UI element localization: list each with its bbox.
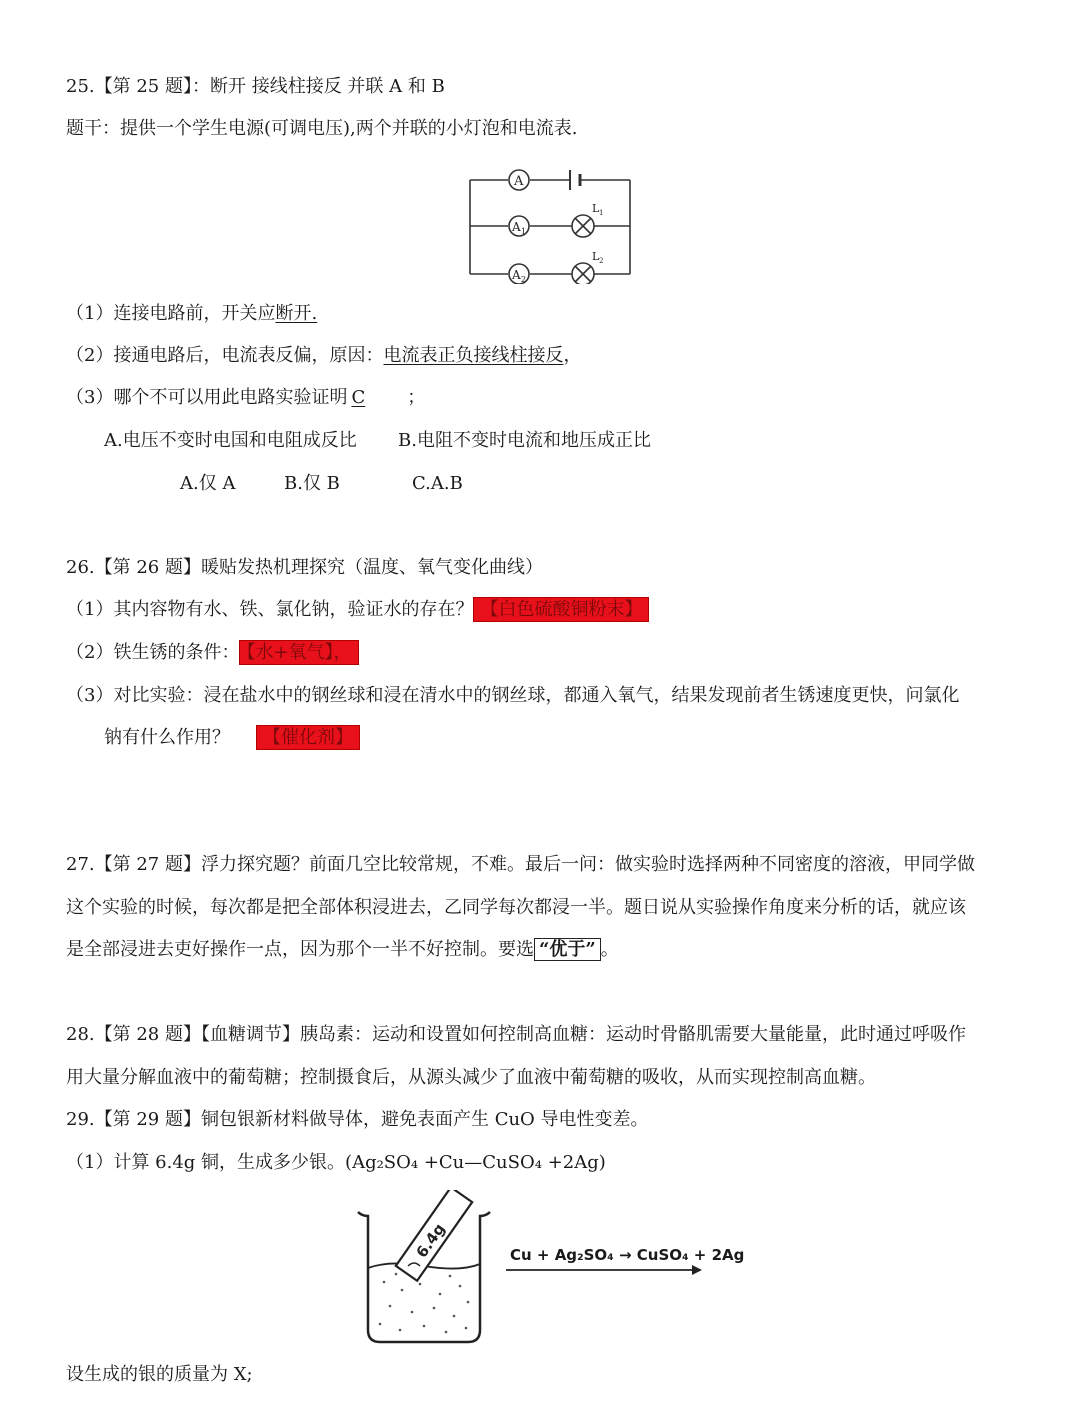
ammeter2-label: A	[512, 268, 521, 282]
q26-part2	[66, 640, 359, 666]
q25-part1	[66, 301, 317, 327]
q25-stem: 题干：提供一个学生电源(可调电压),两个并联的小灯泡和电流表.	[66, 118, 578, 139]
q25-option-a: A.电压不变时电国和电阻成反比	[104, 430, 357, 451]
q25-choice-2: B.仅 B	[284, 473, 340, 494]
reaction-equation: Cu + Ag₂SO₄ → CuSO₄ + 2Ag	[510, 1246, 745, 1264]
q25-part2	[66, 343, 581, 369]
q28-line2: 用大量分解血液中的葡萄糖；控制摄食后，从源头减少了血液中葡萄糖的吸收，从而实现控制高血糖。	[66, 1067, 876, 1088]
q26-part2-answer-highlight: 【水+氧气】，	[239, 640, 358, 665]
q25-choice-1: A.仅 A	[180, 473, 236, 494]
q26-part2-prefix: （2）铁生锈的条件：	[66, 642, 240, 663]
q26-part1-prefix: （1）其内容物有水、铁、氯化钠，验证水的存在？	[66, 599, 474, 620]
q25-part3-suffix: ；	[407, 387, 426, 408]
ammeter1-label: A	[512, 220, 521, 234]
q25-header: 25.【第 25 题】：断开 接线柱接反 并联 A 和 B	[66, 76, 445, 97]
q27-line3-suffix: 。	[600, 939, 619, 960]
lamp2-sub: 2	[599, 257, 604, 265]
q25-part1-prefix: （1）连接电路前，开关应	[66, 303, 276, 324]
q29-final-line: 设生成的银的质量为 X;	[66, 1364, 253, 1385]
lamp1-sub: 1	[599, 209, 604, 217]
q25-part3-answer-text: C	[351, 387, 366, 408]
q26-part3-answer-highlight: 【催化剂】	[256, 725, 360, 750]
q27-answer-box: “优于”	[534, 938, 601, 961]
q25-part3	[66, 385, 425, 411]
q26-part3-line1: （3）对比实验：浸在盐水中的钢丝球和浸在清水中的钢丝球，都通入氧气，结果发现前者生锈速度更快，问氯化	[66, 685, 960, 706]
q28-line1: 28.【第 28 题】【血糖调节】胰岛素：运动和设置如何控制高血糖：运动时骨骼肌需要大量能量，此时通过呼吸作	[66, 1024, 966, 1045]
beaker-diagram	[350, 1190, 510, 1350]
q25-part2-prefix: （2）接通电路后，电流表反偏，原因：	[66, 345, 384, 366]
ammeter2-sub: 2	[521, 275, 527, 284]
q26-part1	[66, 597, 649, 623]
q25-part2-suffix: ，	[563, 345, 582, 366]
circuit-diagram	[462, 164, 642, 284]
lamp1-label: L	[592, 202, 600, 215]
q26-header: 26.【第 26 题】暖贴发热机理探究（温度、氧气变化曲线）	[66, 557, 543, 578]
q26-part1-answer-highlight: 【白色硫酸铜粉末】	[473, 597, 649, 622]
ammeter-label: A	[514, 174, 524, 189]
q26-part3-question: 钠有什么作用？	[104, 727, 230, 748]
q27-line3-prefix: 是全部浸进去吏好操作一点，因为那个一半不好控制。要选	[66, 939, 534, 960]
q25-option-b: B.电阻不变时电流和地压成正比	[398, 430, 651, 451]
lamp2-label: L	[592, 250, 600, 263]
q25-choice-3: C.A.B	[412, 473, 463, 494]
q27-line1: 27.【第 27 题】浮力探究题？前面几空比较常规，不难。最后一问：做实验时选择两种不同密度的溶液，甲同学做	[66, 854, 975, 875]
q25-part3-prefix: （3）哪个不可以用此电路实验证明	[66, 387, 348, 408]
q29-header: 29.【第 29 题】铜包银新材料做导体，避免表面产生 CuO 导电性变差。	[66, 1109, 649, 1130]
copper-strip-label: 6.4g	[412, 1220, 449, 1262]
q27-line3	[66, 937, 619, 963]
q25-part1-answer: 断开.	[275, 303, 318, 324]
q25-part2-answer: 电流表正负接线柱接反	[383, 345, 564, 366]
q29-part1: （1）计算 6.4g 铜，生成多少银。(Ag₂SO₄ +Cu—CuSO₄ +2Ag)	[66, 1152, 606, 1173]
q25-part3-answer	[347, 387, 407, 408]
ammeter1-sub: 1	[521, 227, 527, 236]
q27-line2: 这个实验的时候，每次都是把全部体积浸进去，乙同学每次都浸一半。题日说从实验操作角度来分析的话，就应该	[66, 897, 966, 918]
q26-part3-line2	[104, 725, 360, 751]
